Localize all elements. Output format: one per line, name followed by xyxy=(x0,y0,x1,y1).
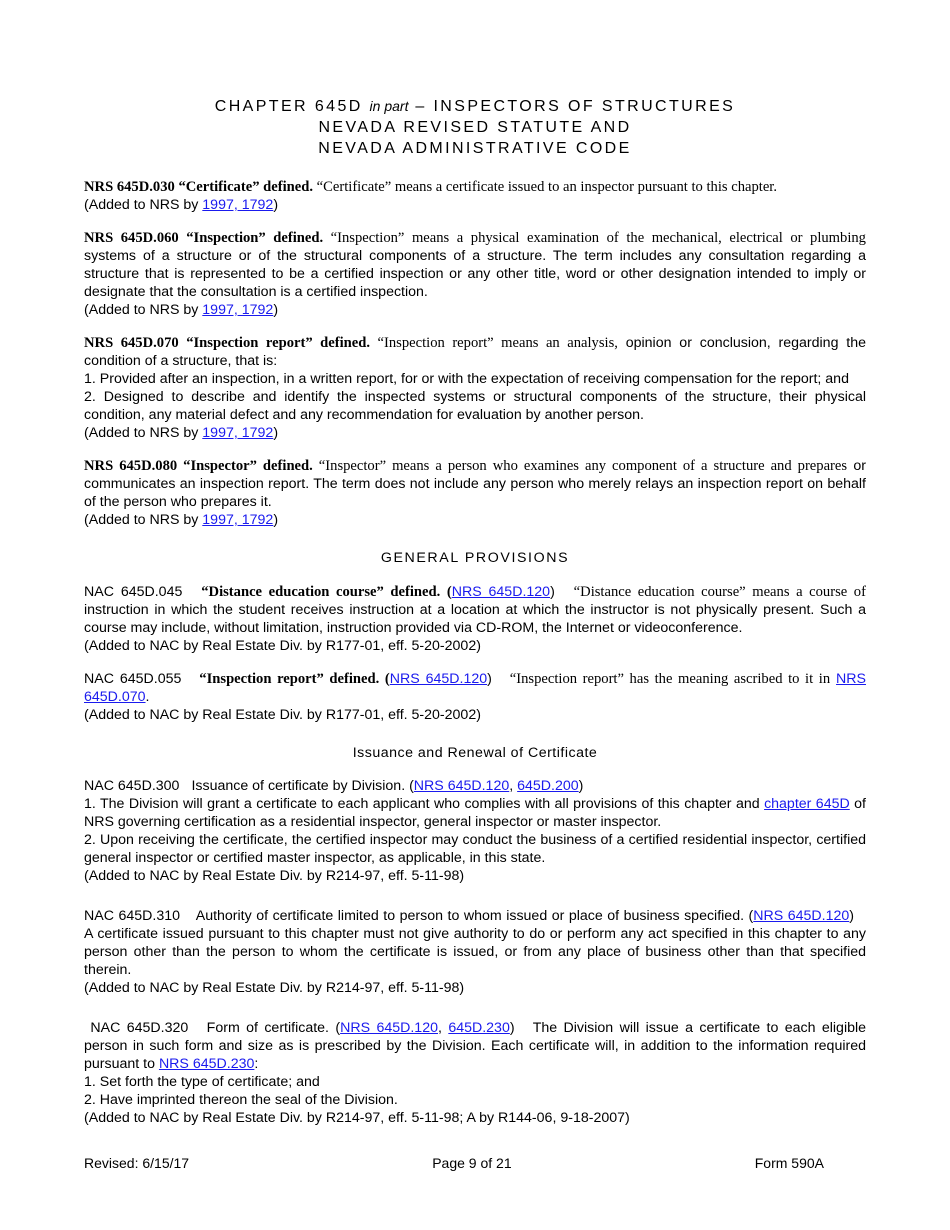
section-nac-645d-320: NAC 645D.320 Form of certificate. (NRS 645D.120, 645D.230) The Division will issue a certificate to each eligible person in such form and size as is prescribed by the Division. Each certificate will, in addition to the information required pursuant to NRS 645D.230: 1. Set forth the type of certificate; and 2. Have imprinted thereon the seal of the Division. (Added to NAC by Real Estate Div. by R214-97, eff. 5-11-98; A by R144-06, 9-18-2007) xyxy=(84,1020,867,1126)
issuance-renewal-heading: Issuance and Renewal of Certificate xyxy=(352,745,598,761)
list-item: 1. The Division will grant a certificate to each applicant who complies with all provisions of this chapter and chapter 645D of NRS governing certification as a residential inspector, general inspector or master inspector. xyxy=(84,796,866,830)
section-heading: Issuance of certificate by Division. ( xyxy=(191,778,414,794)
section-number: NAC 645D.310 xyxy=(84,908,180,924)
nrs-link[interactable]: NRS 645D.120 xyxy=(451,584,551,600)
form-number: Form 590A xyxy=(754,1155,824,1171)
page-title xyxy=(84,96,866,159)
document-page xyxy=(84,96,866,1142)
section-nrs-645d-060: NRS 645D.060 “Inspection” defined. “Inspection” means a physical examination of the mechanical, electrical or plumbing systems of a structure or of the structural components of a structure. The term includes any consultation regarding a structure that is represented to be a certified inspection or any other title, word or other designation intended to imply or designate that the consultation is a certified inspection. (Added to NRS by 1997, 1792) xyxy=(84,230,866,318)
section-number: NAC 645D.320 xyxy=(90,1020,189,1036)
nrs-link[interactable]: NRS 645D.230 xyxy=(158,1056,255,1072)
history-link[interactable]: 1997, 1792 xyxy=(202,512,274,528)
nrs-link[interactable]: NRS 645D.120 xyxy=(753,908,850,924)
history-note: (Added to NAC by Real Estate Div. by R177-01, eff. 5-20-2002) xyxy=(84,707,481,723)
section-heading: “Distance education course” defined. ( xyxy=(201,584,452,600)
history-note: (Added to NAC by Real Estate Div. by R177-01, eff. 5-20-2002) xyxy=(84,638,481,654)
list-item: 2. Upon receiving the certificate, the certified inspector may conduct the business of a certified residential inspector, certified general inspector or certified master inspector, as applicable, in this state. xyxy=(84,832,866,866)
list-item: 2. Designed to describe and identify the inspected systems or structural components of the structure, their physical condition, any material defect and any recommendation for evaluation by another person. xyxy=(84,389,866,423)
history-note: (Added to NRS by 1997, 1792) xyxy=(84,512,279,528)
section-heading: NRS 645D.080 “Inspector” defined. xyxy=(84,458,313,474)
section-heading: NRS 645D.030 “Certificate” defined. xyxy=(84,179,314,195)
section-number: NAC 645D.055 xyxy=(84,671,182,687)
section-heading: NRS 645D.070 “Inspection report” defined. xyxy=(84,335,371,351)
section-heading: Authority of certificate limited to person to whom issued or place of business specified. ( xyxy=(195,908,754,924)
nrs-link[interactable]: 645D.230 xyxy=(448,1020,510,1036)
history-link[interactable]: 1997, 1792 xyxy=(202,302,274,318)
title-line-1: CHAPTER 645D in part – INSPECTORS OF STRUCTURES xyxy=(214,98,736,115)
section-nac-645d-045: NAC 645D.045 “Distance education course” defined. (NRS 645D.120) “Distance education course” means a course of instruction in which the student receives instruction at a location at which the instructor is not physically present. Such a course may include, without limitation, instruction provided via CD-ROM, the Internet or videoconference. (Added to NAC by Real Estate Div. by R177-01, eff. 5-20-2002) xyxy=(84,584,866,654)
page-number: Page 9 of 21 xyxy=(432,1155,512,1171)
title-line-2: NEVADA REVISED STATUTE AND xyxy=(318,119,632,136)
history-note: (Added to NRS by 1997, 1792) xyxy=(84,197,279,213)
page-footer xyxy=(84,1155,824,1171)
chapter-link[interactable]: chapter 645D xyxy=(764,796,850,812)
nrs-link[interactable]: NRS 645D.070 xyxy=(84,671,866,705)
list-item: 1. Set forth the type of certificate; and xyxy=(84,1074,320,1090)
history-note: (Added to NRS by 1997, 1792) xyxy=(84,302,279,318)
nrs-link[interactable]: 645D.200 xyxy=(517,778,579,794)
list-item: 2. Have imprinted thereon the seal of the Division. xyxy=(84,1092,398,1108)
section-number: NAC 645D.045 xyxy=(84,584,183,600)
section-heading: NRS 645D.060 “Inspection” defined. xyxy=(84,230,324,246)
nrs-link[interactable]: NRS 645D.120 xyxy=(389,671,488,687)
section-nrs-645d-030: NRS 645D.030 “Certificate” defined. “Certificate” means a certificate issued to an inspector pursuant to this chapter. (Added to NRS by 1997, 1792) xyxy=(84,178,866,214)
history-link[interactable]: 1997, 1792 xyxy=(202,197,274,213)
section-heading: Form of certificate. ( xyxy=(206,1020,341,1036)
history-link[interactable]: 1997, 1792 xyxy=(202,425,274,441)
revised-date: Revised: 6/15/17 xyxy=(84,1155,190,1171)
nrs-link[interactable]: NRS 645D.120 xyxy=(340,1020,438,1036)
section-nac-645d-300: NAC 645D.300 Issuance of certificate by Division. (NRS 645D.120, 645D.200) 1. The Division will grant a certificate to each applicant who complies with all provisions of this chapter and chapter 645D of NRS governing certification as a residential inspector, general inspector or master inspector. 2. Upon receiving the certificate, the certified inspector may conduct the business of a certified residential inspector, certified general inspector or certified master inspector, as applicable, in this state. (Added to NAC by Real Estate Div. by R214-97, eff. 5-11-98) xyxy=(84,778,866,884)
history-note: (Added to NAC by Real Estate Div. by R214-97, eff. 5-11-98) xyxy=(84,980,465,996)
section-number: NAC 645D.300 xyxy=(84,778,180,794)
section-heading: “Inspection report” defined. ( xyxy=(199,671,390,687)
nrs-link[interactable]: NRS 645D.120 xyxy=(413,778,510,794)
section-nrs-645d-080: NRS 645D.080 “Inspector” defined. “Inspector” means a person who examines any component of a structure and prepares or communicates an inspection report. The term does not include any person who merely relays an inspection report on behalf of the person who prepares it. (Added to NRS by 1997, 1792) xyxy=(84,458,866,528)
history-note: (Added to NRS by 1997, 1792) xyxy=(84,425,279,441)
general-provisions-heading: GENERAL PROVISIONS xyxy=(380,550,570,566)
history-note: (Added to NAC by Real Estate Div. by R214-97, eff. 5-11-98) xyxy=(84,868,465,884)
title-line-3: NEVADA ADMINISTRATIVE CODE xyxy=(318,140,632,157)
history-note: (Added to NAC by Real Estate Div. by R214-97, eff. 5-11-98; A by R144-06, 9-18-2007) xyxy=(84,1110,630,1126)
section-nac-645d-310: NAC 645D.310 Authority of certificate limited to person to whom issued or place of business specified. (NRS 645D.120) A certificate issued pursuant to this chapter must not give authority to do or perform any act specified in this chapter to any person other than the person to whom the certificate is issued, or from any place of business other than that specified therein. (Added to NAC by Real Estate Div. by R214-97, eff. 5-11-98) xyxy=(84,908,866,996)
section-nrs-645d-070: NRS 645D.070 “Inspection report” defined. “Inspection report” means an analysis, opinion or conclusion, regarding the condition of a structure, that is: 1. Provided after an inspection, in a written report, for or with the expectation of receiving compensation for the report; and 2. Designed to describe and identify the inspected systems or structural components of the structure, their physical condition, any material defect and any recommendation for evaluation by another person. (Added to NRS by 1997, 1792) xyxy=(84,335,866,441)
section-nac-645d-055: NAC 645D.055 “Inspection report” defined. (NRS 645D.120) “Inspection report” has the meaning ascribed to it in NRS 645D.070. (Added to NAC by Real Estate Div. by R177-01, eff. 5-20-2002) xyxy=(84,671,866,723)
list-item: 1. Provided after an inspection, in a written report, for or with the expectation of receiving compensation for the report; and xyxy=(84,371,849,387)
